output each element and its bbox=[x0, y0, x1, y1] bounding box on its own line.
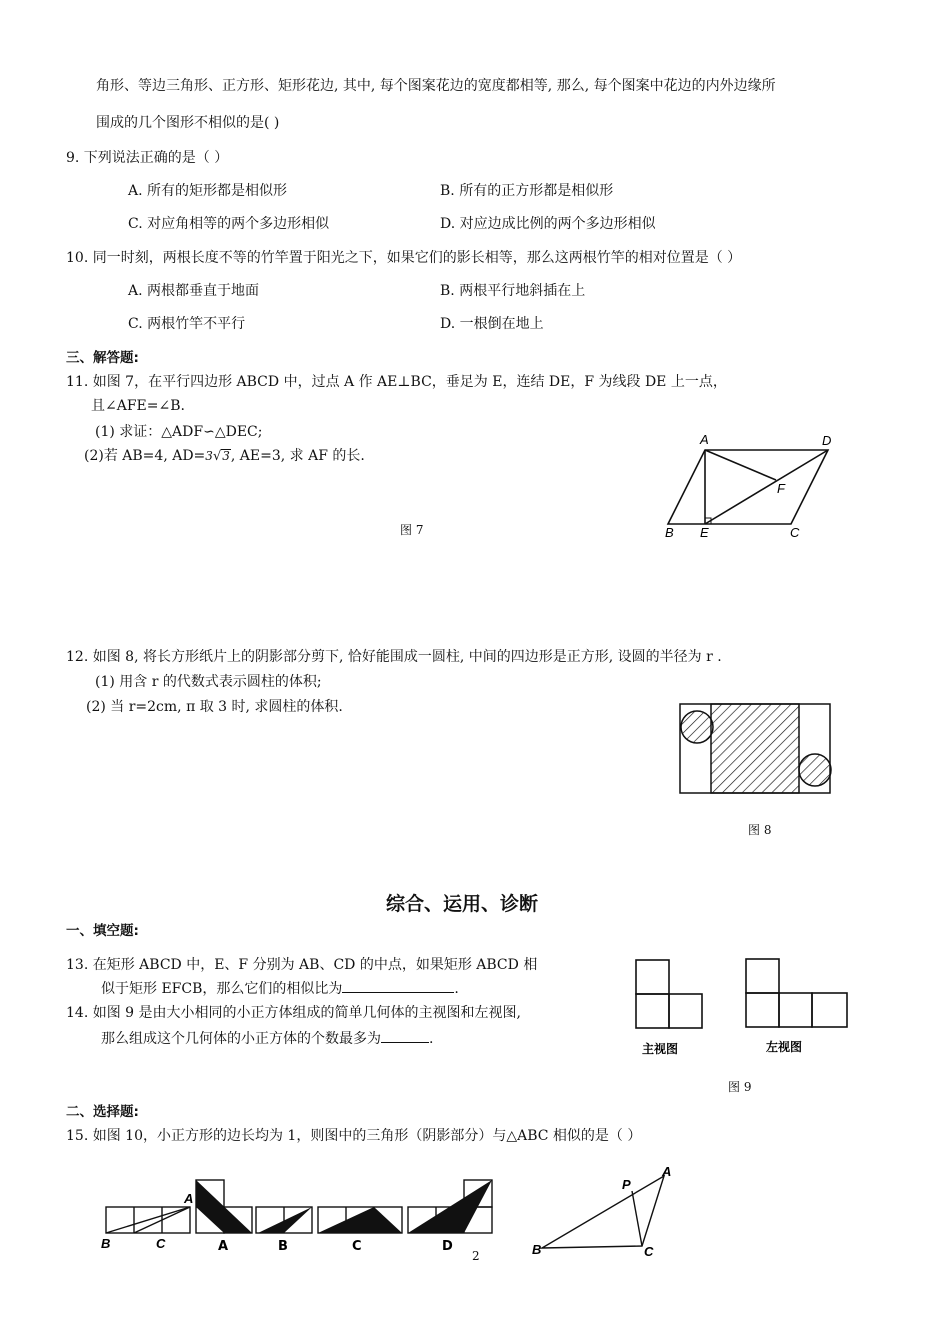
figure-10-options bbox=[98, 1162, 498, 1258]
q9-option-a: A. 所有的矩形都是相似形 bbox=[128, 183, 288, 199]
q14-line-2-end: . bbox=[429, 1031, 434, 1047]
fig7-label-d: D bbox=[822, 433, 832, 448]
option-c-grid bbox=[318, 1207, 402, 1233]
q9-option-b: B. 所有的正方形都是相似形 bbox=[440, 183, 614, 199]
original-triangle-grid bbox=[106, 1207, 190, 1233]
triangle-label-p: P bbox=[622, 1177, 631, 1192]
q11-figure-caption: 图 7 bbox=[400, 523, 424, 537]
fig7-label-f: F bbox=[777, 481, 785, 496]
page-number: 2 bbox=[472, 1249, 480, 1263]
q9-option-c: C. 对应角相等的两个多边形相似 bbox=[128, 216, 330, 232]
fig7-label-c: C bbox=[790, 525, 800, 540]
q15-stem: 15. 如图 10，小正方形的边长均为 1，则图中的三角形（阴影部分）与△ABC 相似的是（ ） bbox=[66, 1128, 642, 1144]
q10-option-b: B. 两根平行地斜插在上 bbox=[440, 283, 586, 299]
q12-line-1: 12. 如图 8, 将长方形纸片上的阴影部分剪下, 恰好能围成一圆柱, 中间的四边形是正方形, 设圆的半径为 r . bbox=[66, 649, 722, 665]
q11-line-2: 且∠AFE=∠B. bbox=[91, 398, 185, 414]
q13-line-2 bbox=[101, 980, 459, 998]
fig10-label-c-vertex: C bbox=[156, 1236, 166, 1251]
section-answer-title: 三、解答题: bbox=[66, 350, 139, 366]
q14-answer-blank bbox=[381, 1030, 429, 1043]
q9-stem: 9. 下列说法正确的是（ ） bbox=[66, 150, 229, 166]
triangle-label-c: C bbox=[644, 1244, 654, 1259]
q13-line-2-text: 似于矩形 EFCB，那么它们的相似比为 bbox=[101, 981, 343, 997]
section-heading: 综合、运用、诊断 bbox=[386, 893, 539, 915]
q11-line-1: 11. 如图 7，在平行四边形 ABCD 中，过点 A 作 AE⊥BC，垂足为 E，连结 DE，F 为线段 DE 上一点， bbox=[66, 374, 727, 390]
q14-line-1: 14. 如图 9 是由大小相同的小正方体组成的简单几何体的主视图和左视图, bbox=[66, 1005, 521, 1021]
q10-stem: 10. 同一时刻，两根长度不等的竹竿置于阳光之下，如果它们的影长相等，那么这两根竹竿的相对位置是（ ） bbox=[66, 250, 742, 266]
option-c-label: C bbox=[352, 1239, 362, 1254]
q13-line-2-end: . bbox=[454, 981, 459, 997]
figure-9-views bbox=[628, 952, 858, 1064]
option-a-label: A bbox=[218, 1239, 229, 1254]
section-choice-title: 二、选择题: bbox=[66, 1104, 139, 1120]
q11-sqrt-coefficient: 3 bbox=[205, 449, 213, 463]
fig10-label-a-vertex: A bbox=[184, 1191, 194, 1206]
left-view-label: 左视图 bbox=[766, 1040, 803, 1054]
q12-part-2: (2) 当 r=2cm, π 取 3 时, 求圆柱的体积. bbox=[86, 699, 343, 715]
option-a-grid bbox=[196, 1180, 252, 1233]
q10-option-c: C. 两根竹竿不平行 bbox=[128, 316, 246, 332]
front-view bbox=[636, 960, 702, 1028]
intro-line-2: 围成的几个图形不相似的是( ) bbox=[96, 115, 280, 131]
section-fill-title: 一、填空题: bbox=[66, 923, 139, 939]
option-b-label: B bbox=[278, 1239, 288, 1254]
figure-8-cylinder-net bbox=[676, 700, 836, 800]
q9-option-d: D. 对应边成比例的两个多边形相似 bbox=[440, 216, 656, 232]
q10-option-d: D. 一根倒在地上 bbox=[440, 316, 544, 332]
q13-line-1: 13. 在矩形 ABCD 中，E、F 分别为 AB、CD 的中点，如果矩形 ABCD 相 bbox=[66, 957, 538, 973]
q11-part-2-suffix: , AE=3, 求 AF 的长. bbox=[230, 448, 365, 464]
figure-7-parallelogram bbox=[660, 430, 845, 542]
fig7-label-e: E bbox=[700, 525, 709, 540]
fig7-label-b: B bbox=[665, 525, 674, 540]
option-d-label: D bbox=[442, 1239, 453, 1254]
option-b-grid bbox=[256, 1207, 312, 1233]
q11-part-2-prefix: (2)若 AB=4, AD= bbox=[84, 448, 206, 464]
left-view bbox=[746, 959, 847, 1027]
q13-answer-blank bbox=[342, 980, 454, 993]
q12-figure-caption: 图 8 bbox=[748, 823, 772, 837]
q11-part-2: (2)若 AB=4, AD=3√3, AE=3, 求 AF 的长. bbox=[84, 448, 365, 464]
q11-part-1: (1) 求证：△ADF∽△DEC; bbox=[95, 424, 263, 440]
option-d-grid bbox=[408, 1180, 492, 1233]
fig7-label-a: A bbox=[700, 432, 709, 447]
triangle-label-b: B bbox=[532, 1242, 542, 1257]
figure-10-triangle-abc bbox=[528, 1162, 678, 1262]
q14-line-2 bbox=[101, 1030, 433, 1048]
front-view-label: 主视图 bbox=[642, 1042, 679, 1056]
q10-option-a: A. 两根都垂直于地面 bbox=[128, 283, 260, 299]
q12-part-1: (1) 用含 r 的代数式表示圆柱的体积; bbox=[95, 674, 322, 690]
q14-line-2-text: 那么组成这个几何体的小正方体的个数最多为 bbox=[101, 1031, 381, 1047]
triangle-label-a: A bbox=[662, 1164, 672, 1179]
fig10-label-b-vertex: B bbox=[101, 1236, 111, 1251]
q11-sqrt-radicand: 3 bbox=[222, 449, 230, 463]
q14-figure-caption: 图 9 bbox=[728, 1080, 752, 1094]
intro-line-1: 角形、等边三角形、正方形、矩形花边, 其中, 每个图案花边的宽度都相等, 那么, 每个图案中花边的内外边缘所 bbox=[96, 78, 776, 94]
